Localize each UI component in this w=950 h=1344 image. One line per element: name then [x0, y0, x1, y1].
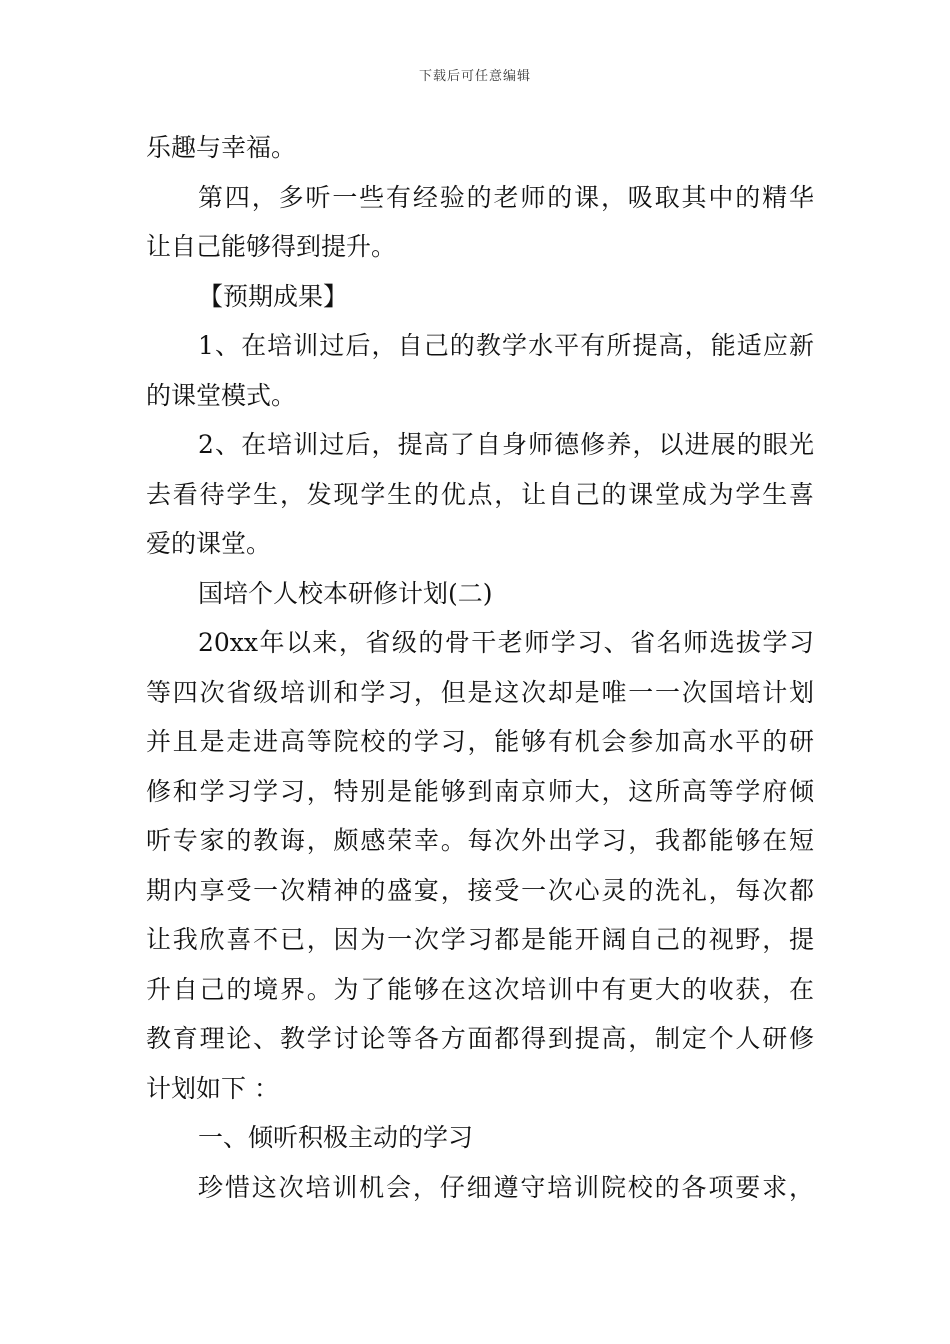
text-line: 计划如下 ：	[146, 1073, 279, 1103]
text-line: 等四次省级培训和学习，但是这次却是唯一一次国培计划	[146, 677, 814, 707]
text-line: 国培个人校本研修计划(二)	[198, 578, 493, 608]
text-line: 20xx年以来，省级的骨干老师学习、省名师选拔学习	[198, 628, 814, 657]
text-line: 修和学习学习，特别是能够到南京师大，这所高等学府倾	[146, 776, 814, 806]
text-line: 2、在培训过后，提高了自身师德修养，以进展的眼光	[198, 430, 814, 459]
text-line: 一、倾听积极主动的学习	[198, 1123, 474, 1152]
text-line: 第四，多听一些有经验的老师的课，吸取其中的精华	[198, 182, 814, 212]
page-header: 下载后可任意编辑	[418, 69, 531, 84]
document-body	[146, 123, 814, 1212]
text-line: 期内享受一次精神的盛宴，接受一次心灵的洗礼，每次都	[146, 875, 814, 905]
text-line: 并且是走进高等院校的学习，能够有机会参加高水平的研	[146, 727, 814, 756]
text-line: 让我欣喜不已，因为一次学习都是能开阔自己的视野，提	[146, 925, 814, 954]
text-line: 的课堂模式。	[146, 380, 297, 410]
text-line: 去看待学生，发现学生的优点，让自己的课堂成为学生喜	[146, 479, 814, 509]
text-line: 听专家的教诲，颇感荣幸。每次外出学习，我都能够在短	[146, 826, 814, 855]
text-line: 1、在培训过后，自己的教学水平有所提高，能适应新	[198, 331, 814, 360]
text-line: 【预期成果】	[198, 281, 349, 311]
text-line: 乐趣与幸福。	[146, 133, 297, 162]
text-line: 让自己能够得到提升。	[146, 232, 397, 261]
text-line: 教育理论、教学讨论等各方面都得到提高，制定个人研修	[146, 1024, 814, 1053]
text-line: 升自己的境界。为了能够在这次培训中有更大的收获，在	[146, 974, 814, 1004]
text-line: 爱的课堂。	[146, 529, 272, 558]
text-line: 珍惜这次培训机会，仔细遵守培训院校的各项要求，	[198, 1172, 814, 1202]
